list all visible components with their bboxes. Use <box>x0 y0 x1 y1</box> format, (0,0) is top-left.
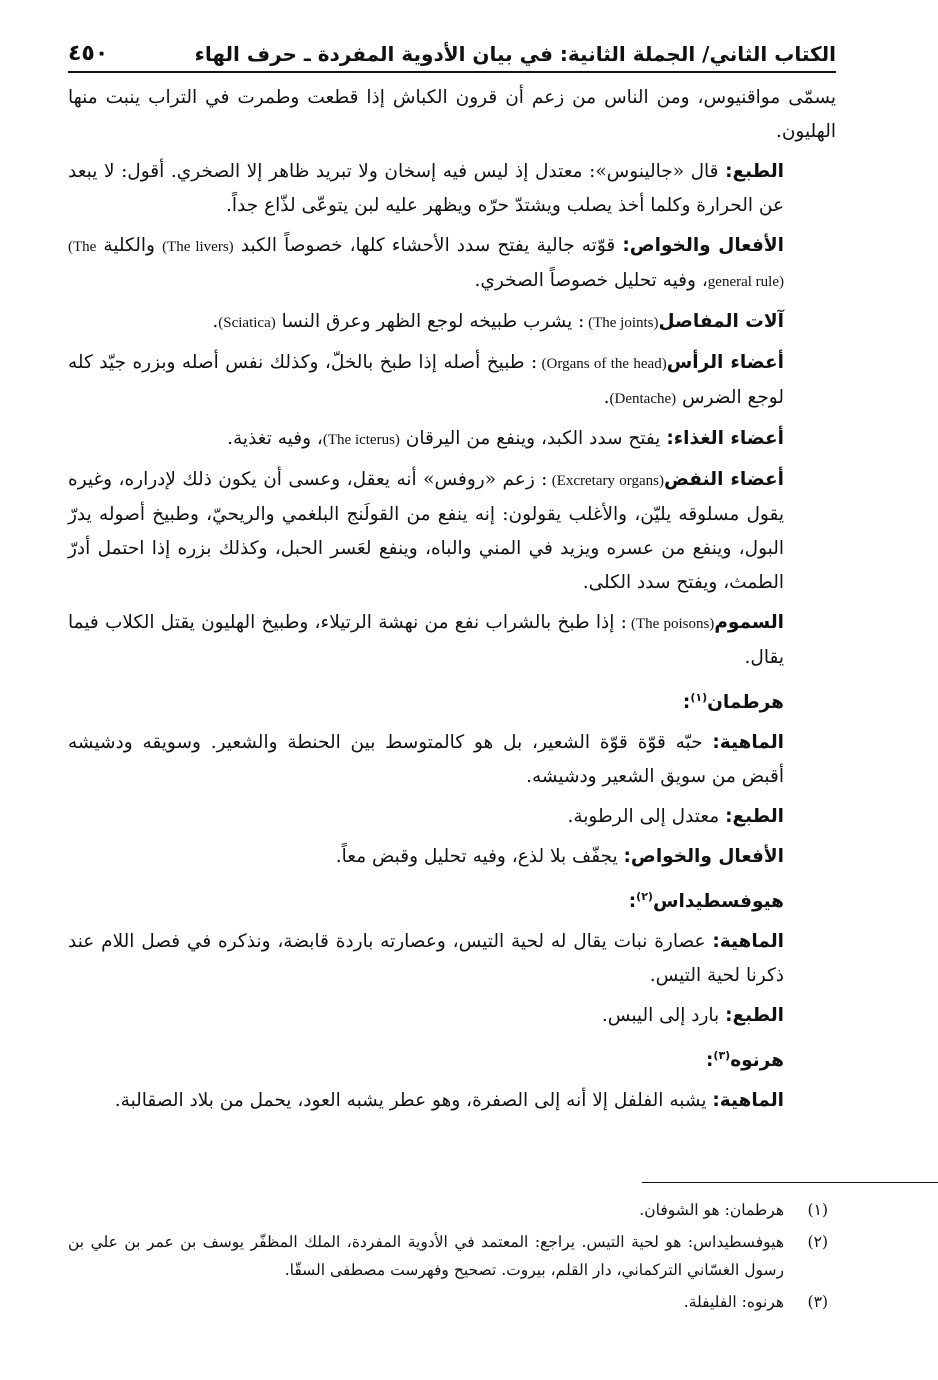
entry-title <box>68 880 836 919</box>
footnote <box>68 1228 836 1284</box>
paragraph-text: قال «جالينوس»: معتدل إذ ليس فيه إسخان ولا تبريد ظاهر إلا الصخري. أقول: لا يبعد عن الحرارة وكلما أخذ يصلب ويشتدّ حرّه ويظهر عليه لبن يتوعّى لذّاع جداً. <box>68 161 784 216</box>
entry-title-text: هيوفسطيداس <box>652 891 784 913</box>
footnote-text: هرطمان: هو الشوفان. <box>639 1201 784 1219</box>
paragraph <box>68 229 836 299</box>
paragraph-text: بارد إلى اليبس. <box>601 1005 726 1027</box>
paragraph-text: يسمّى مواقنيوس، ومن الناس من زعم أن قرون الكباش إذا قطعت وطمرت في التراب ينبت منها الهليون. <box>68 87 836 142</box>
section-heading: الأفعال والخواص: <box>622 235 784 256</box>
footnote-mark: (١) <box>690 691 708 704</box>
section-heading: الطبع: <box>725 1005 784 1027</box>
paragraph-text: : إذا طبخ بالشراب نفع من نهشة الرتيلاء، وطبيخ الهليون يقتل الكلاب فيما يقال. <box>68 612 784 668</box>
paragraph-text: ، وفيه تغذية. <box>227 428 323 449</box>
paragraph <box>68 422 836 457</box>
footnote-number: (١) <box>807 1201 828 1219</box>
section-heading: أعضاء الرأس <box>666 352 785 373</box>
paragraph-text: يفتح سدد الكبد، وينفع من اليرقان <box>399 428 667 449</box>
section-heading: السموم <box>714 612 784 633</box>
paragraph <box>68 155 836 223</box>
paragraph <box>68 840 836 874</box>
section-heading: آلات المفاصل <box>658 311 784 332</box>
section-heading: الماهية: <box>712 931 784 953</box>
paragraph <box>68 81 836 149</box>
english-term: (The icterus) <box>322 432 400 448</box>
punctuation: . <box>603 387 610 408</box>
punctuation: : <box>706 1050 714 1072</box>
english-term: (The livers) <box>162 239 234 255</box>
paragraph <box>68 346 836 416</box>
entry-title-text: هرنوه <box>730 1050 784 1072</box>
paragraph-text: : يشرب طبيخه لوجع الظهر وعرق النسا <box>275 311 585 332</box>
footnotes <box>68 1196 836 1320</box>
punctuation: : <box>682 692 691 714</box>
entry-title <box>68 1039 836 1078</box>
section-heading: الطبع: <box>725 161 784 182</box>
footnote <box>68 1196 836 1224</box>
english-term: (Organs of the head) <box>537 356 667 372</box>
entry-title-text: هرطمان <box>707 692 784 714</box>
paragraph <box>68 463 836 600</box>
main-text <box>68 81 836 1118</box>
footnote-text: هيوفسطيداس: هو لحية التيس. يراجع: المعتمد في الأدوية المفردة، الملك المظفّر يوسف بن عمر بن علي بن رسول الغسّاني التركماني، دار القلم، بيروت. تصحيح وفهرست مصطفى السقّا. <box>68 1233 784 1279</box>
paragraph <box>68 606 836 675</box>
paragraph-text: : طبيخ أصله إذا طبخ بالخلّ، وكذلك نفس أصله وبزره جيّد كله لوجع الضرس <box>68 352 784 408</box>
footnote-divider <box>642 1182 938 1183</box>
footnote <box>68 1288 836 1316</box>
running-title: الكتاب الثاني/ الجملة الثانية: في بيان الأدوية المفردة ـ حرف الهاء <box>194 42 836 66</box>
page <box>68 34 836 1124</box>
paragraph <box>68 925 836 993</box>
english-term: (Sciatica) <box>218 315 276 331</box>
punctuation: : <box>628 891 637 913</box>
english-term: (The general rule) <box>68 239 784 290</box>
paragraph <box>68 999 836 1033</box>
section-heading: الماهية: <box>712 732 784 754</box>
footnote-number: (٢) <box>807 1233 828 1251</box>
footnote-number: (٣) <box>807 1293 828 1311</box>
english-term: (Excretary organs) <box>547 473 665 489</box>
section-heading: الأفعال والخواص: <box>623 846 784 868</box>
paragraph-text: يشبه الفلفل إلا أنه إلى الصفرة، وهو عطر يشبه العود، يحمل من بلاد الصقالبة. <box>114 1090 713 1112</box>
paragraph-text: حبّه قوّة قوّة الشعير، بل هو كالمتوسط بين الحنطة والشعير. وسويقه ودشيشه أقبض من سويق الشعير ودشيشه. <box>68 732 784 788</box>
english-term: (The poisons) <box>626 616 715 632</box>
english-term: (Dentache) <box>609 391 677 407</box>
paragraph-text: والكلية <box>96 235 163 256</box>
footnote-text: هرنوه: الفليفلة. <box>683 1293 784 1311</box>
paragraph <box>68 726 836 794</box>
paragraph <box>68 1084 836 1118</box>
paragraph <box>68 800 836 834</box>
section-heading: الطبع: <box>725 806 784 828</box>
running-header <box>68 34 836 73</box>
paragraph-text: يجفّف بلا لذع، وفيه تحليل وقبض معاً. <box>335 846 624 868</box>
paragraph <box>68 305 836 340</box>
footnote-mark: (٢) <box>636 890 653 904</box>
section-heading: أعضاء النفض <box>664 469 785 490</box>
paragraph-text: معتدل إلى الرطوبة. <box>567 806 726 828</box>
english-term: (The joints) <box>584 315 659 331</box>
punctuation: . <box>212 311 219 332</box>
entry-title <box>68 681 836 720</box>
paragraph-text: ، وفيه تحليل خصوصاً الصخري. <box>474 270 708 291</box>
section-heading: الماهية: <box>712 1090 784 1112</box>
paragraph-text: : زعم «روفس» أنه يعقل، وعسى أن يكون ذلك لإدراره، وغيره يقول مسلوقه يليّن، والأغلب يقولون: إنه ينفع من القولَنج البلغمي والريحيّ، وطبيخ أصوله يدرّ البول، وينفع من عسره ويزيد في المني والباه، وينفع لعَسر الحبل، وكذلك بزره إذا احتمل أدرّ الطمث، ويفتح سدد الكلى. <box>68 469 784 593</box>
paragraph-text: عصارة نبات يقال له لحية التيس، وعصارته باردة قابضة، ونذكره في فصل اللام عند ذكرنا لحية التيس. <box>68 931 784 987</box>
paragraph-text: قوّته جالية يفتح سدد الأحشاء كلها، خصوصاً الكبد <box>233 235 623 256</box>
footnote-mark: (٣) <box>713 1049 731 1063</box>
section-heading: أعضاء الغذاء: <box>666 428 784 449</box>
page-number: ٤٥٠ <box>68 41 109 66</box>
